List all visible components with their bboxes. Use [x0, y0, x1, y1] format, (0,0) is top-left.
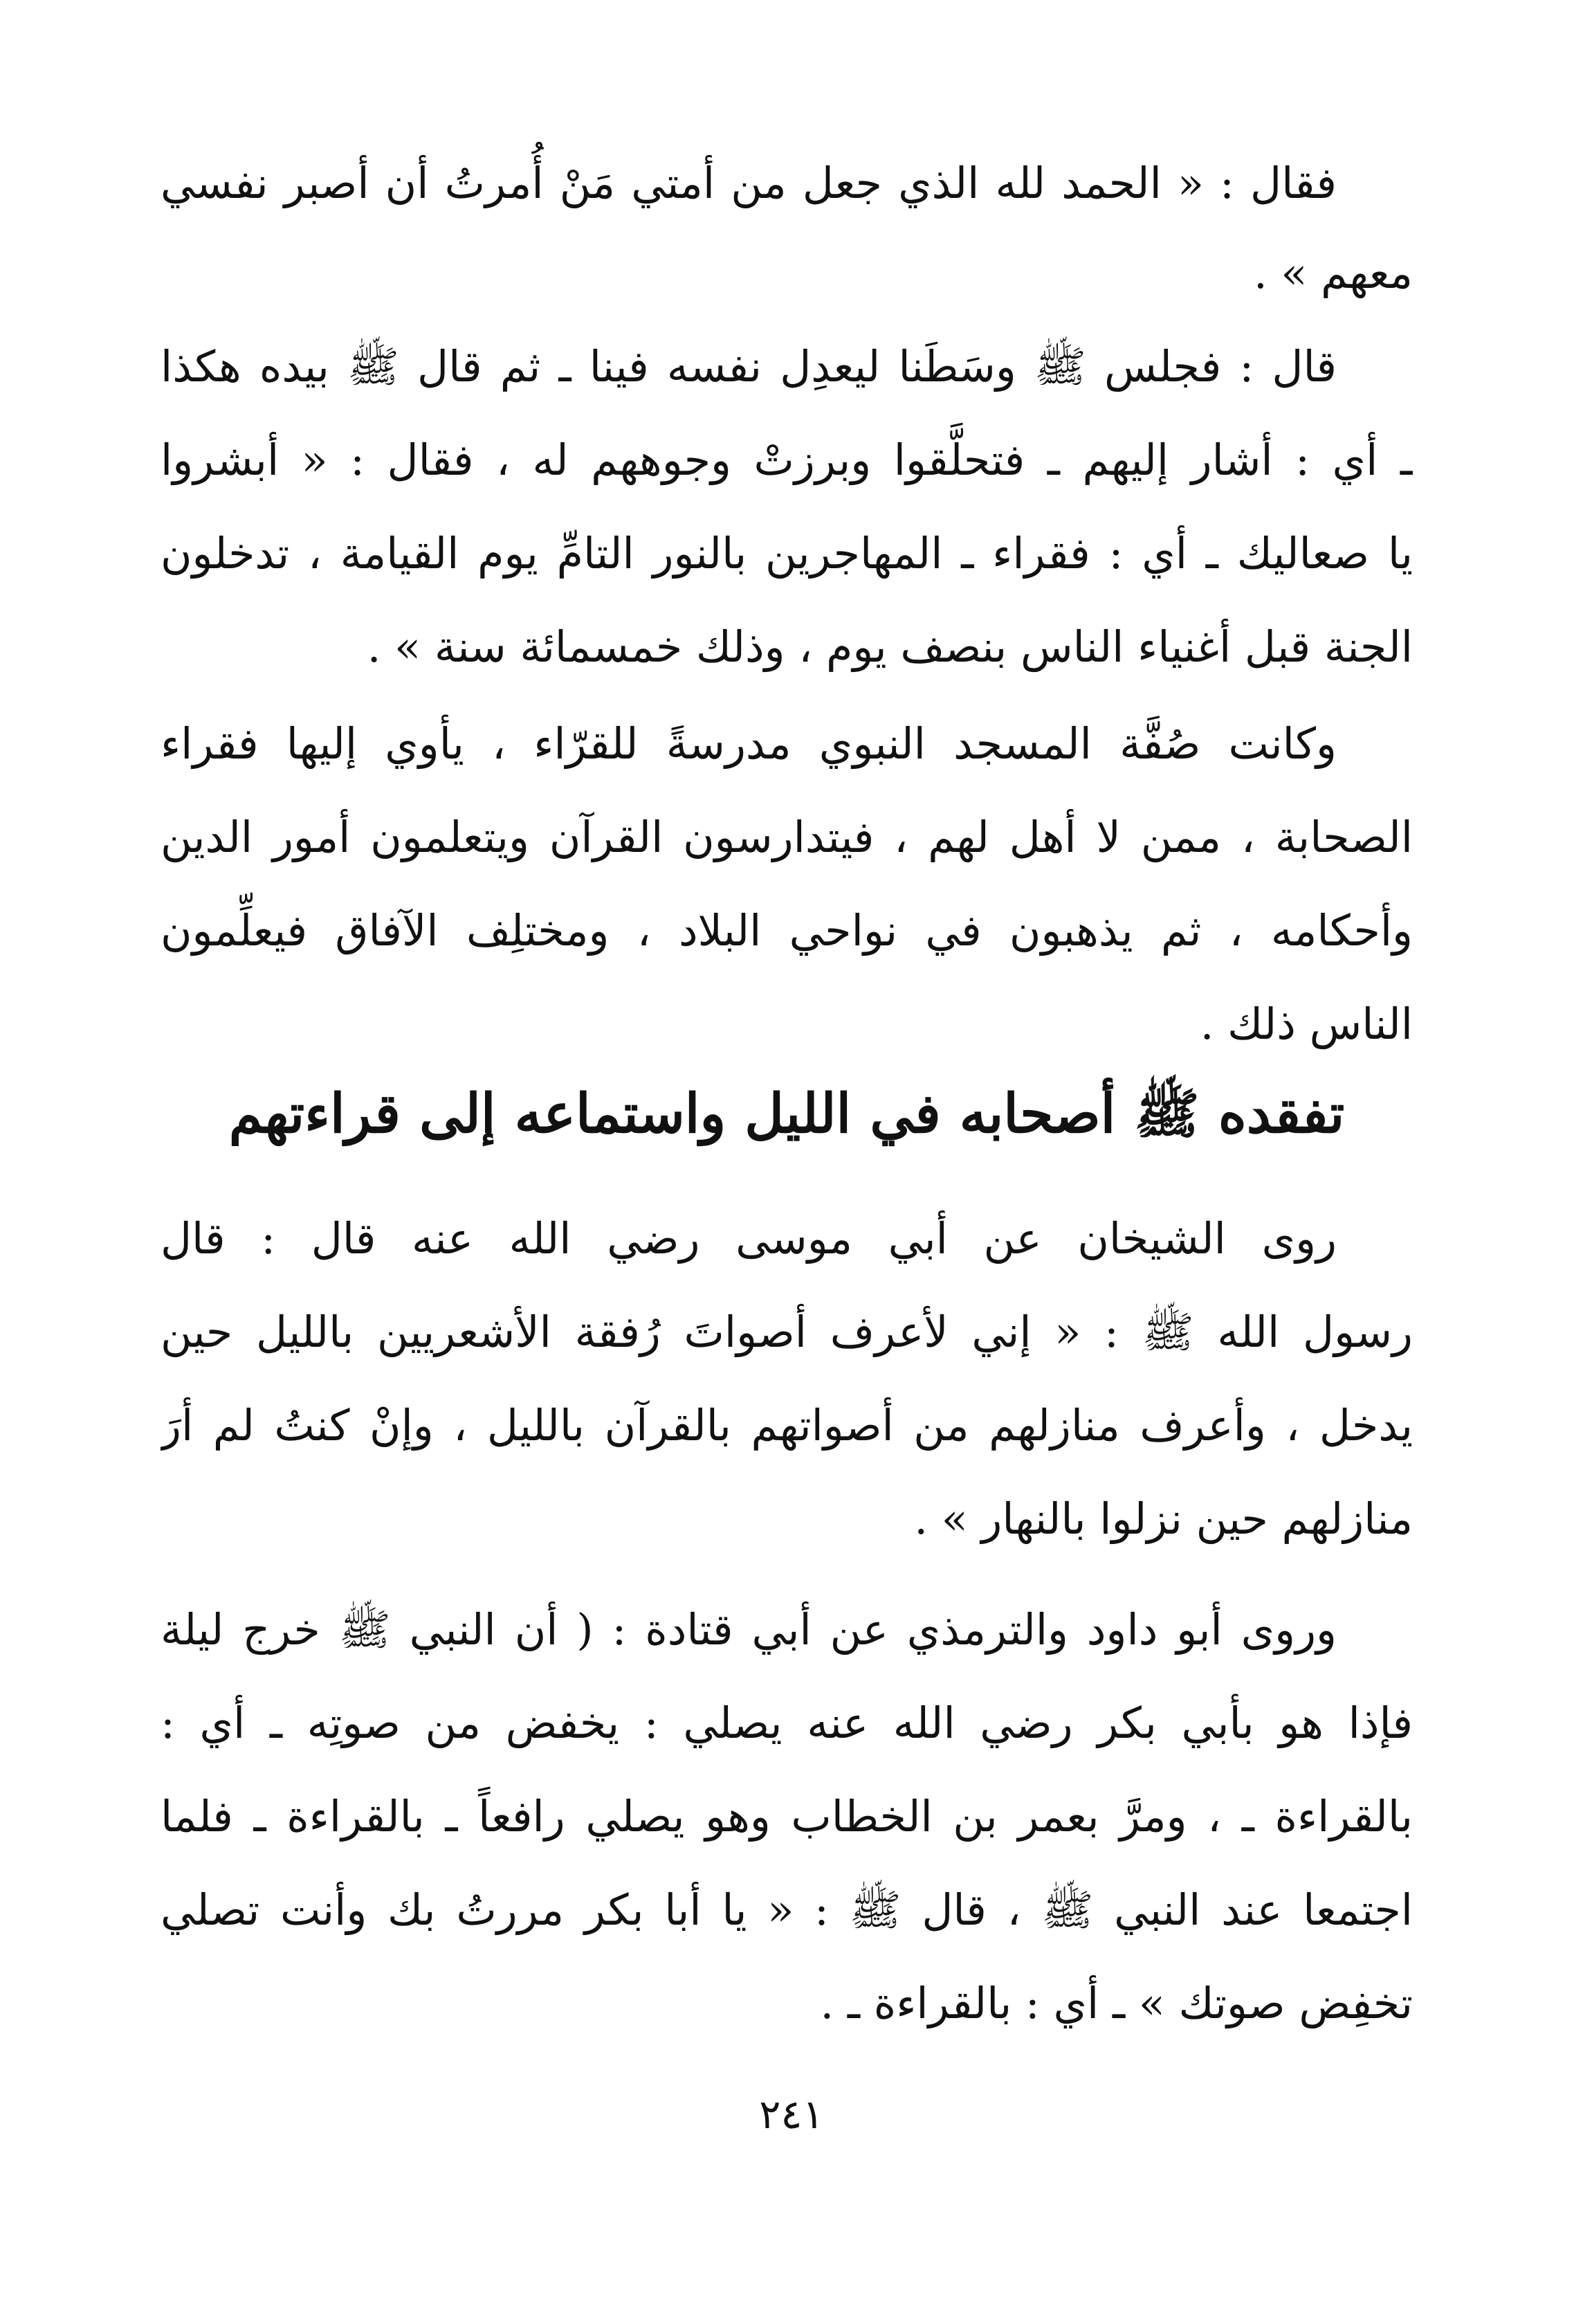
text-line: وروى أبو داود والترمذي عن أبي قتادة : ( أن النبي ﷺ خرج ليلة — [161, 1604, 1337, 1655]
text-line: الصحابة ، ممن لا أهل لهم ، فيتدارسون القرآن ويتعلمون أمور الدين — [161, 812, 1413, 862]
section-heading: تفقده ﷺ أصحابه في الليل واستماعه إلى قراءتهم — [228, 1082, 1345, 1145]
page-number: ٢٤١ — [759, 2091, 824, 2138]
text-line: يدخل ، وأعرف منازلهم من أصواتهم بالقرآن بالليل ، وإنْ كنتُ لم أرَ — [161, 1400, 1413, 1451]
text-line: ـ أي : أشار إليهم ـ فتحلَّقوا وبرزتْ وجوههم له ، فقال : « أبشروا — [161, 435, 1413, 485]
text-line: اجتمعا عند النبي ﷺ ، قال ﷺ : « يا أبا بكر مررتُ بك وأنت تصلي — [161, 1885, 1413, 1935]
text-line: رسول الله ﷺ : « إني لأعرف أصواتَ رُفقة الأشعريين بالليل حين — [161, 1307, 1413, 1357]
text-line: الناس ذلك . — [1200, 999, 1413, 1049]
text-line: الجنة قبل أغنياء الناس بنصف يوم ، وذلك خمسمائة سنة » . — [367, 621, 1413, 672]
text-line: روى الشيخان عن أبي موسى رضي الله عنه قال : قال — [161, 1213, 1337, 1264]
text-line: فإذا هو بأبي بكر رضي الله عنه يصلي : يخفض من صوتِه ـ أي : — [161, 1698, 1413, 1748]
text-line: قال : فجلس ﷺ وسَطَنا ليعدِل نفسه فينا ـ ثم قال ﷺ بيده هكذا — [161, 341, 1337, 392]
text-line: بالقراءة ـ ، ومرَّ بعمر بن الخطاب وهو يصلي رافعاً ـ بالقراءة ـ فلما — [161, 1791, 1413, 1842]
text-line: منازلهم حين نزلوا بالنهار » . — [914, 1494, 1413, 1544]
text-line: فقال : « الحمد لله الذي جعل من أمتي مَنْ أُمرتُ أن أصبر نفسي — [161, 158, 1337, 208]
text-line: يا صعاليك ـ أي : فقراء ـ المهاجرين بالنور التامِّ يوم القيامة ، تدخلون — [161, 528, 1413, 579]
text-line: وأحكامه ، ثم يذهبون في نواحي البلاد ، ومختلِف الآفاق فيعلِّمون — [161, 905, 1413, 956]
text-line: معهم » . — [1253, 248, 1413, 298]
text-line: تخفِض صوتك » ـ أي : بالقراءة ـ . — [820, 1978, 1413, 2028]
text-line: وكانت صُفَّة المسجد النبوي مدرسةً للقرّاء ، يأوي إليها فقراء — [161, 718, 1337, 769]
